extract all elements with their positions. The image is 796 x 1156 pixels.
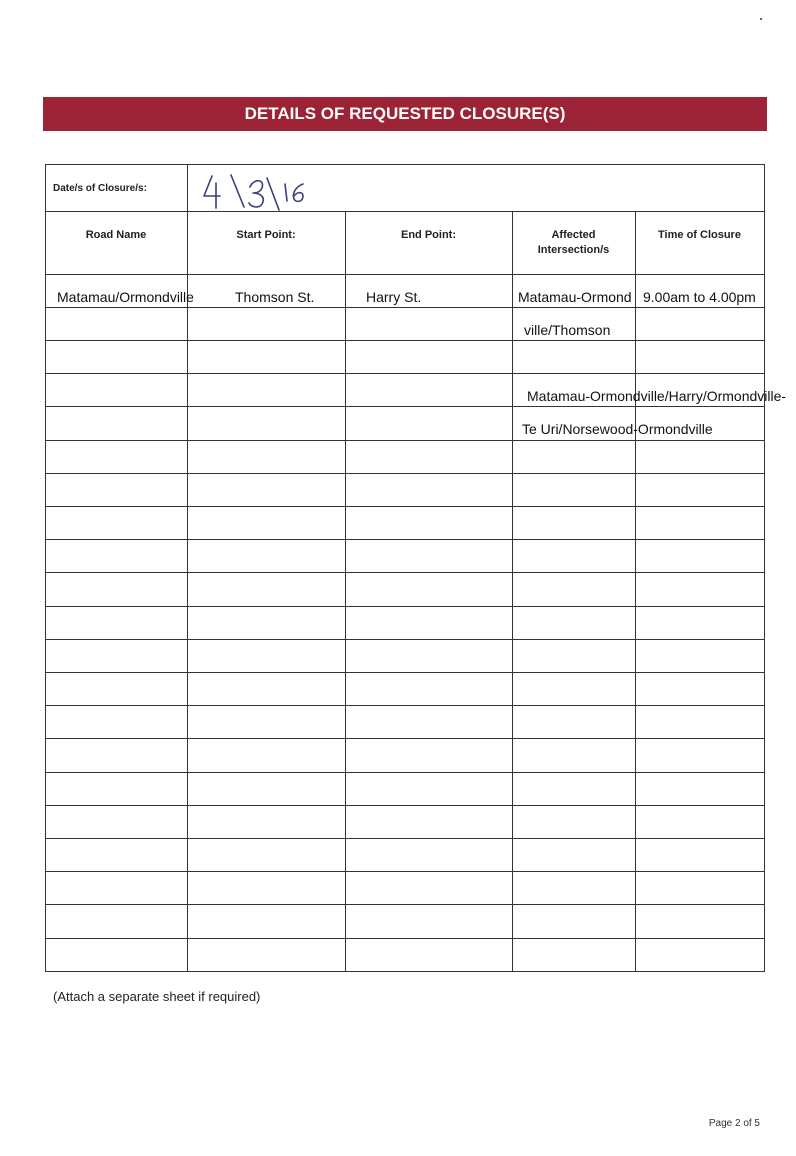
date-row-bottom [45, 211, 765, 212]
row-line [45, 440, 765, 441]
column-divider [635, 211, 636, 972]
column-header-start-point: Start Point: [236, 229, 296, 241]
entry-affected-intersection: Matamau-Ormondville/Harry/Ormondville- [527, 388, 787, 404]
table-border-right [764, 164, 765, 972]
row-line [45, 506, 765, 507]
row-line [45, 871, 765, 872]
entry-road-name: Matamau/Ormondville [57, 289, 194, 305]
row-line [45, 606, 765, 607]
row-line [45, 705, 765, 706]
row-line [45, 572, 765, 573]
handwritten-date [197, 170, 317, 214]
column-divider [187, 211, 188, 972]
column-header-time: Time of Closure [658, 229, 741, 241]
entry-affected-intersection: Matamau-Ormond [518, 289, 632, 305]
attach-sheet-note: (Attach a separate sheet if required) [53, 989, 261, 1004]
row-line [45, 838, 765, 839]
entry-end-point: Harry St. [366, 289, 422, 305]
row-line [45, 938, 765, 939]
entry-time-of-closure: 9.00am to 4.00pm [643, 289, 756, 305]
column-header-affected: Affected [551, 229, 596, 241]
column-header-road-name: Road Name [85, 229, 147, 241]
row-line [45, 373, 765, 374]
column-divider [512, 211, 513, 972]
row-line [45, 340, 765, 341]
row-line [45, 772, 765, 773]
row-line [45, 539, 765, 540]
row-line [45, 406, 765, 407]
row-line [45, 738, 765, 739]
date-row-divider [187, 164, 188, 212]
entry-start-point: Thomson St. [235, 289, 315, 305]
table-border-left [45, 164, 46, 972]
column-header-end-point: End Point: [401, 229, 456, 241]
entry-affected-intersection: Te Uri/Norsewood-Ormondville [522, 421, 713, 437]
row-line [45, 307, 765, 308]
entry-affected-intersection: ville/Thomson [524, 322, 611, 338]
column-header-affected-line2: Intersection/s [537, 244, 610, 256]
section-header: DETAILS OF REQUESTED CLOSURE(S) [43, 97, 767, 131]
page-number: Page 2 of 5 [708, 1118, 760, 1129]
row-line [45, 473, 765, 474]
header-row-bottom [45, 274, 765, 275]
row-line [45, 672, 765, 673]
scan-speck [760, 18, 762, 20]
row-line [45, 639, 765, 640]
table-border-top [45, 164, 765, 165]
row-line [45, 904, 765, 905]
date-label: Date/s of Closure/s: [53, 183, 147, 194]
table-border-bottom [45, 971, 765, 972]
closure-details-table [45, 164, 787, 972]
column-divider [345, 211, 346, 972]
row-line [45, 805, 765, 806]
